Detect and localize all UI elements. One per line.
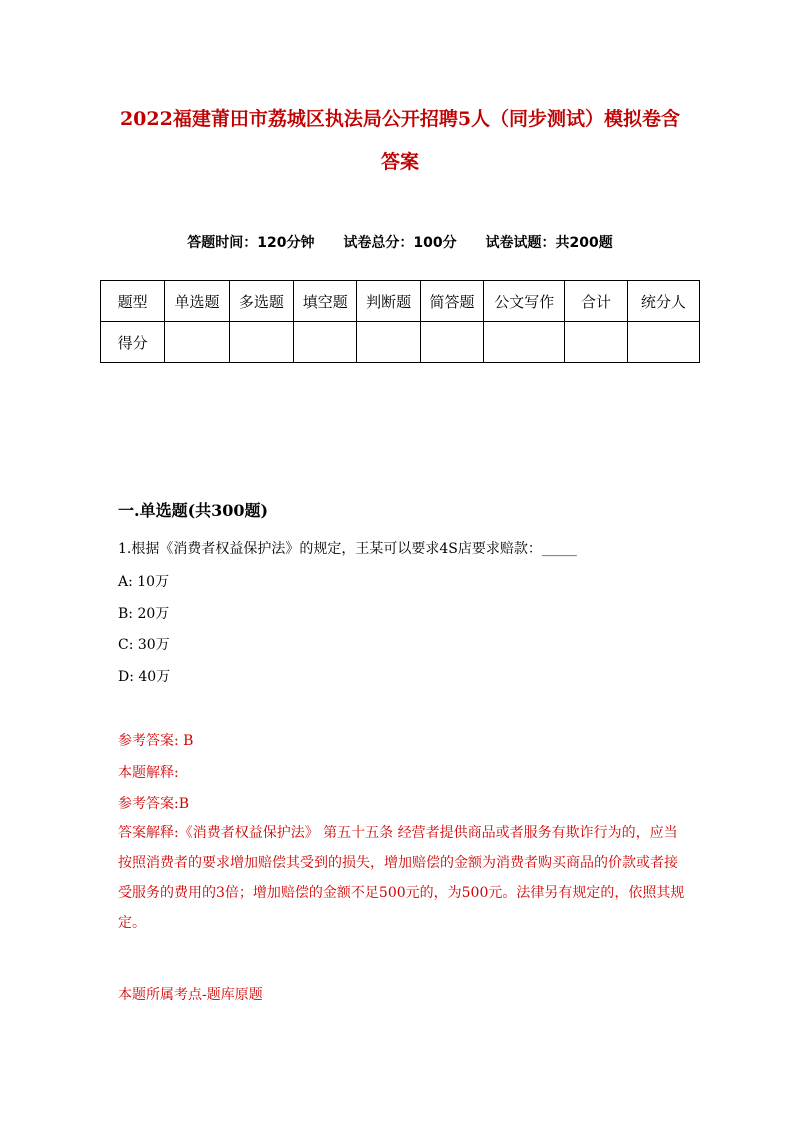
- score-header-cell: 统分人: [627, 281, 699, 322]
- score-table-row: [101, 322, 700, 363]
- score-cell[interactable]: [357, 322, 420, 363]
- section-title: 一.单选题(共300题): [118, 501, 269, 520]
- score-header-cell: 公文写作: [484, 281, 565, 322]
- score-cell[interactable]: [627, 322, 699, 363]
- score-table: [100, 280, 700, 363]
- score-header-cell: 单选题: [165, 281, 229, 322]
- answer-reference-2: 参考答案:B: [118, 796, 190, 812]
- exam-total-score: 试卷总分：100分: [343, 235, 457, 251]
- score-cell[interactable]: [565, 322, 627, 363]
- explanation-label: 本题解释:: [118, 765, 179, 781]
- exam-time: 答题时间：120分钟: [187, 235, 315, 251]
- score-header-cell: 合计: [565, 281, 627, 322]
- exam-meta: [0, 232, 800, 252]
- answer-reference: 参考答案: B: [118, 733, 194, 749]
- score-header-cell: 填空题: [294, 281, 357, 322]
- score-cell[interactable]: [420, 322, 483, 363]
- option-a: A: 10万: [118, 574, 170, 590]
- score-cell[interactable]: [484, 322, 565, 363]
- exam-title-line2: 答案: [380, 151, 419, 173]
- score-cell[interactable]: [229, 322, 293, 363]
- answer-explanation: 答案解释:《消费者权益保护法》 第五十五条 经营者提供商品或者服务有欺诈行为的，应当按照消费者的要求增加赔偿其受到的损失，增加赔偿的金额为消费者购买商品的价款或者接受服务的费用的3倍；增加赔偿的金额不足500元的，为500元。法律另有规定的，依照其规定。: [118, 825, 685, 931]
- score-header-cell: 多选题: [229, 281, 293, 322]
- score-cell[interactable]: [165, 322, 229, 363]
- exam-question-count: 试卷试题：共200题: [485, 235, 613, 251]
- question-stem: 1.根据《消费者权益保护法》的规定，王某可以要求4S店要求赔款：_____: [118, 541, 577, 557]
- score-header-cell: 题型: [101, 281, 165, 322]
- score-row-label: 得分: [101, 322, 165, 363]
- topic-note: 本题所属考点-题库原题: [118, 987, 263, 1003]
- score-table-header-row: [101, 281, 700, 322]
- option-c: C: 30万: [118, 637, 170, 653]
- option-d: D: 40万: [118, 669, 171, 685]
- score-header-cell: 判断题: [357, 281, 420, 322]
- score-header-cell: 简答题: [420, 281, 483, 322]
- option-b: B: 20万: [118, 606, 170, 622]
- exam-title-line1: 2022福建莆田市荔城区执法局公开招聘5人（同步测试）模拟卷含: [119, 108, 681, 130]
- score-cell[interactable]: [294, 322, 357, 363]
